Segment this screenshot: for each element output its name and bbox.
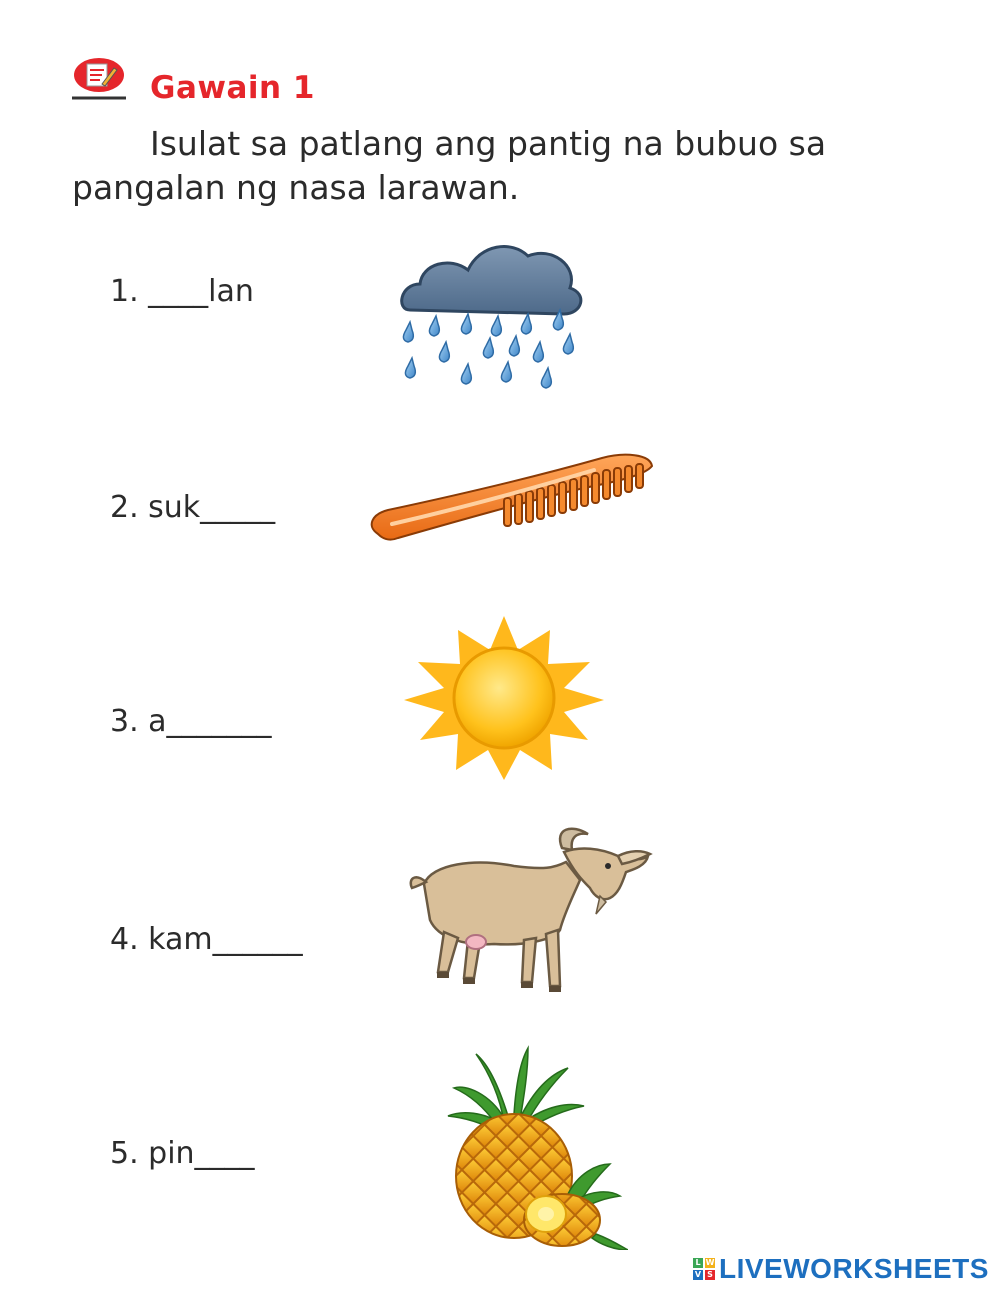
item-3-label: 3. a_______	[110, 704, 272, 739]
pineapple-picture	[428, 1044, 628, 1250]
liveworksheets-watermark	[693, 1252, 989, 1286]
item-5-label: 5. pin____	[110, 1136, 255, 1171]
goat-picture	[404, 822, 654, 998]
item-4-label: 4. kam______	[110, 922, 303, 957]
item-1-label: 1. ____lan	[110, 274, 254, 309]
page-title: Gawain 1	[150, 70, 315, 106]
instruction-text: Isulat sa patlang ang pantig na bubuo sa pangalan ng nasa larawan.	[72, 124, 827, 207]
comb-picture	[364, 446, 656, 550]
item-2-label: 2. suk_____	[110, 490, 276, 525]
worksheet-pencil-icon	[72, 56, 128, 102]
liveworksheets-logo-icon: L W V S	[694, 1258, 715, 1279]
watermark-text: LIVEWORKSHEETS	[719, 1253, 989, 1284]
sun-picture	[400, 612, 608, 782]
rain-cloud-picture	[392, 226, 592, 396]
